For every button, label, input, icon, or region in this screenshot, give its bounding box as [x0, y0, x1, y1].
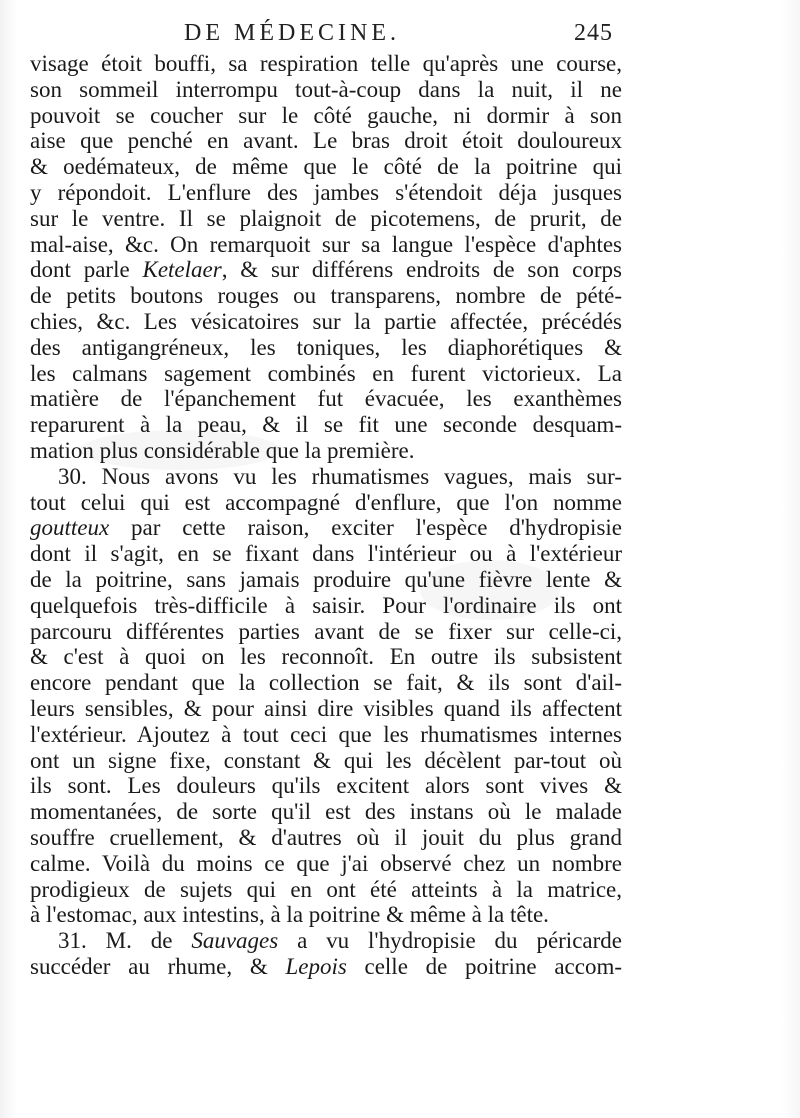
text-line: quelquefois très-difficile à saisir. Pour l'ordinaire ils ont — [30, 592, 622, 618]
text-line: & c'est à quoi on les reconnoît. En outre ils subsistent — [30, 644, 622, 670]
text-line: goutteux par cette raison, exciter l'espèce d'hydropisie — [30, 515, 622, 541]
italic-name: Ketelaer — [142, 257, 222, 283]
text-line: des antigangréneux, les toniques, les diaphorétiques & — [30, 334, 622, 360]
page-header — [180, 20, 630, 54]
italic-name: goutteux — [30, 515, 110, 541]
text-line: dont il s'agit, en se fixant dans l'intérieur ou à l'extérieur — [30, 541, 622, 567]
text-line: sur le ventre. Il se plaignoit de picotemens, de prurit, de — [30, 205, 622, 231]
text-line: visage étoit bouffi, sa respiration telle qu'après une course, — [30, 51, 622, 76]
text-line: reparurent à la peau, & il se fit une seconde desquam- — [30, 412, 622, 438]
text-line: prodigieux de sujets qui en ont été atteints à la matrice, — [30, 876, 622, 902]
text-line: 31. M. de Sauvages a vu l'hydropisie du péricarde — [58, 928, 622, 954]
text-line: 30. Nous avons vu les rhumatismes vagues, mais sur- — [58, 463, 622, 489]
text-line: de petits boutons rouges ou transparens, nombre de pété- — [30, 283, 622, 309]
text-line: parcouru différentes parties avant de se fixer sur celle-ci, — [30, 618, 622, 644]
text-line: mal-aise, &c. On remarquoit sur sa langue l'espèce d'aphtes — [30, 231, 622, 257]
text-line: aise que penché en avant. Le bras droit étoit douloureux — [30, 128, 622, 154]
text-line: tout celui qui est accompagné d'enflure, que l'on nomme — [30, 489, 622, 515]
text-line: pouvoit se coucher sur le côté gauche, ni dormir à son — [30, 102, 622, 128]
body-text — [30, 51, 622, 980]
text-line: de la poitrine, sans jamais produire qu'une fièvre lente & — [30, 566, 622, 592]
text-line: & oedémateux, de même que le côté de la poitrine qui — [30, 154, 622, 180]
text-line: les calmans sagement combinés en furent victorieux. La — [30, 360, 622, 386]
text-line: mation plus considérable que la première. — [30, 437, 415, 463]
running-title: DE MÉDECINE. — [184, 20, 400, 46]
italic-name: Sauvages — [191, 928, 279, 954]
italic-name: Lepois — [285, 953, 347, 979]
page-number: 245 — [574, 20, 613, 46]
text-line: dont parle Ketelaer, & sur différens endroits de son corps — [30, 257, 622, 283]
text-line: son sommeil interrompu tout-à-coup dans la nuit, il ne — [30, 76, 622, 102]
text-line: ils sont. Les douleurs qu'ils excitent alors sont vives & — [30, 773, 622, 799]
text-line: matière de l'épanchement fut évacuée, les exanthèmes — [30, 386, 622, 412]
text-line: encore pendant que la collection se fait, & ils sont d'ail- — [30, 670, 622, 696]
text-line: calme. Voilà du moins ce que j'ai observé chez un nombre — [30, 850, 622, 876]
text-line: ont un signe fixe, constant & qui les décèlent par-tout où — [30, 747, 622, 773]
text-line: à l'estomac, aux intestins, à la poitrine & même à la tête. — [30, 902, 549, 928]
text-line: souffre cruellement, & d'autres où il jouit du plus grand — [30, 824, 622, 850]
text-line: y répondoit. L'enflure des jambes s'étendoit déja jusques — [30, 179, 622, 205]
text-line: succéder au rhume, & Lepois celle de poitrine accom- — [30, 953, 622, 979]
text-line: leurs sensibles, & pour ainsi dire visibles quand ils affectent — [30, 695, 622, 721]
text-line: momentanées, de sorte qu'il est des instans où le malade — [30, 799, 622, 825]
text-line: chies, &c. Les vésicatoires sur la partie affectée, précédés — [30, 308, 622, 334]
text-line: l'extérieur. Ajoutez à tout ceci que les rhumatismes internes — [30, 721, 622, 747]
